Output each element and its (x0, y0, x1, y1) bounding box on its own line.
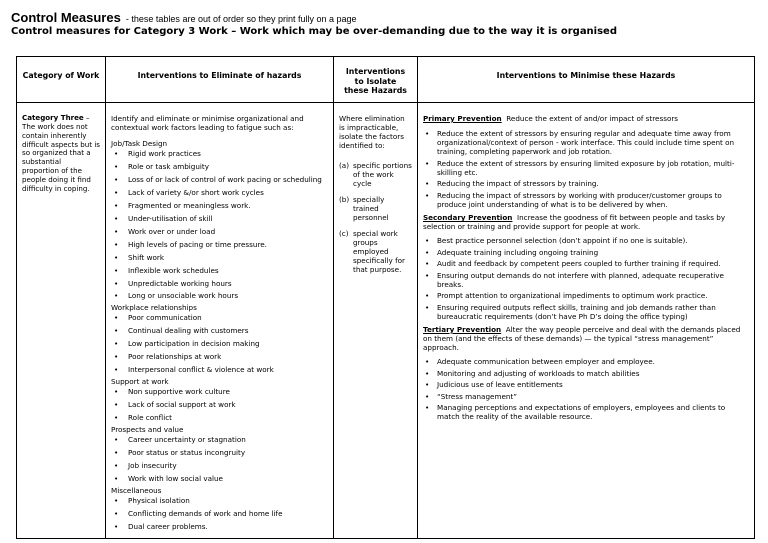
list-item: • Lack of social support at work (111, 399, 328, 412)
secondary-prevention-heading: Secondary Prevention (423, 213, 513, 223)
list-item: • Lack of variety &/or short work cycles (111, 187, 328, 200)
header-row (17, 57, 755, 103)
list-item: • Work with low social value (111, 473, 328, 486)
list-item: • Conflicting demands of work and home life (111, 508, 328, 521)
misc-list (111, 495, 328, 534)
isolate-item-label: (a) (339, 161, 350, 170)
list-item: • High levels of pacing or time pressure. (111, 239, 328, 252)
list-item: • Shift work (111, 252, 328, 265)
secondary-prevention-list (423, 236, 749, 321)
title-note: - these tables are out of order so they print fully on a page (125, 14, 357, 24)
isolate-item-a (339, 161, 412, 188)
prospects-heading: Prospects and value (111, 425, 184, 435)
document-header (11, 7, 357, 26)
control-measures-table (16, 56, 755, 539)
list-item: • Reducing the impact of stressors by training. (423, 179, 749, 188)
primary-prevention-paragraph (423, 114, 749, 123)
list-item: • Prompt attention to organizational impediments to optimum work practice. (423, 291, 749, 300)
support-heading: Support at work (111, 377, 169, 387)
primary-prevention-heading: Primary Prevention (423, 114, 502, 123)
prospects-list (111, 434, 328, 486)
list-item: • Role or task ambiguity (111, 161, 328, 174)
category-three-row (17, 103, 755, 539)
list-item: • Career uncertainty or stagnation (111, 434, 328, 447)
list-item: • Poor status or status incongruity (111, 447, 328, 460)
list-item: • Fragmented or meaningless work. (111, 200, 328, 213)
list-item: • Reduce the extent of stressors by ensuring limited exposure by job rotation, multi-skilling etc. (423, 159, 749, 177)
list-item: • Reducing the impact of stressors by working with producer/customer groups to produce joint understanding of what is to be delivered by when. (423, 191, 749, 209)
page-title: Control Measures (11, 10, 121, 25)
isolate-item-c (339, 229, 412, 274)
workplace-heading: Workplace relationships (111, 303, 197, 313)
list-item: • Inflexible work schedules (111, 265, 328, 278)
job-design-list (111, 148, 328, 303)
minimise-cell (418, 103, 755, 539)
category-cell (17, 103, 106, 539)
tertiary-prevention-text: Alter the way people perceive and deal with the demands placed on them (and the effects of these demands) — the typical “stress management” approach. (423, 325, 741, 353)
primary-prevention-list (423, 129, 749, 209)
list-item: • “Stress management” (423, 392, 749, 401)
primary-prevention-text: Reduce the extent of and/or impact of stressors (506, 114, 679, 123)
column-header-category: Category of Work (17, 57, 106, 103)
list-item: • Adequate training including ongoing training (423, 248, 749, 257)
isolate-intro: Where elimination is impracticable, isolate the factors identified to: (339, 114, 405, 150)
misc-heading: Miscellaneous (111, 485, 162, 495)
list-item: • Work over or under load (111, 226, 328, 239)
tertiary-prevention-paragraph (423, 325, 749, 352)
list-item: • Long or unsociable work hours (111, 290, 328, 303)
eliminate-intro: Identify and eliminate or minimise organizational and contextual work factors leading to fatigue such as: (111, 114, 304, 132)
list-item: • Job insecurity (111, 460, 328, 473)
list-item: • Best practice personnel selection (don’t appoint if no one is suitable). (423, 236, 749, 245)
tertiary-prevention-list (423, 357, 749, 421)
list-item: • Physical isolation (111, 495, 328, 508)
isolate-item-text: specific portions of the work cycle (353, 161, 412, 188)
category-dash: – (83, 113, 90, 122)
category-name: Category Three (22, 113, 84, 122)
list-item: • Monitoring and adjusting of workloads to match abilities (423, 369, 749, 378)
column-header-minimise: Interventions to Minimise these Hazards (418, 57, 755, 103)
isolate-item-text: specially trained personnel (353, 195, 389, 222)
isolate-cell (334, 103, 418, 539)
list-item: • Under-utilisation of skill (111, 213, 328, 226)
secondary-prevention-text: Increase the goodness of fit between people and tasks by selection or training and provide support for people at work. (423, 213, 726, 232)
list-item: • Ensuring output demands do not interfere with planned, adequate recuperative breaks. (423, 271, 749, 289)
list-item: • Loss of or lack of control of work pacing or scheduling (111, 174, 328, 187)
list-item: • Audit and feedback by competent peers coupled to further training if required. (423, 259, 749, 268)
isolate-item-label: (c) (339, 229, 349, 238)
support-list (111, 386, 328, 425)
list-item: • Reduce the extent of stressors by ensuring regular and adequate time away from organizational/context of person - work interface. This could include time spent on training, completing paperwork and job rotation. (423, 129, 749, 156)
column-header-isolate: Interventions to Isolate these Hazards (334, 57, 418, 103)
job-design-heading: Job/Task Design (111, 139, 168, 148)
list-item: • Low participation in decision making (111, 338, 328, 351)
eliminate-cell (106, 103, 334, 539)
list-item: • Non supportive work culture (111, 386, 328, 399)
category-description: The work does not contain inherently difficult aspects but is so organized that a substantial proportion of the people doing it find difficulty in coping. (22, 121, 100, 193)
list-item: • Adequate communication between employer and employee. (423, 357, 749, 366)
column-header-eliminate: Interventions to Eliminate of hazards (106, 57, 334, 103)
isolate-item-label: (b) (339, 195, 350, 204)
isolate-item-text: special work groups employed specifically for that purpose. (353, 229, 405, 274)
list-item: • Managing perceptions and expectations of employers, employees and clients to match the reality of the available resource. (423, 403, 749, 421)
page-subtitle: Control measures for Category 3 Work – Work which may be over-demanding due to the way it is organised (11, 26, 618, 37)
list-item: • Poor communication (111, 312, 328, 325)
workplace-list (111, 312, 328, 377)
tertiary-prevention-heading: Tertiary Prevention (423, 325, 502, 335)
list-item: • Rigid work practices (111, 148, 328, 161)
list-item: • Continual dealing with customers (111, 325, 328, 338)
list-item: • Interpersonal conflict & violence at work (111, 364, 328, 377)
list-item: • Role conflict (111, 412, 328, 425)
list-item: • Unpredictable working hours (111, 278, 328, 291)
list-item: • Dual career problems. (111, 521, 328, 534)
list-item: • Poor relationships at work (111, 351, 328, 364)
isolate-item-b (339, 195, 412, 222)
list-item: • Ensuring required outputs reflect skills, training and job demands rather than bureaucratic requirements (don’t have Ph D’s doing the office typing) (423, 303, 749, 321)
list-item: • Judicious use of leave entitlements (423, 380, 749, 389)
secondary-prevention-paragraph (423, 213, 749, 231)
